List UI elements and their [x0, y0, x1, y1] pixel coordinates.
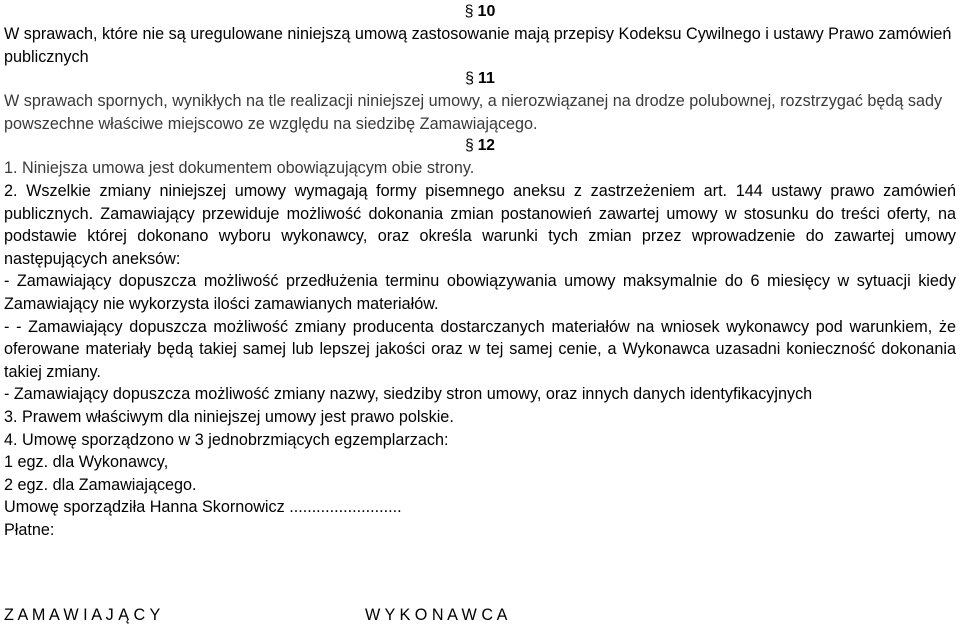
section-10-text: W sprawach, które nie są uregulowane niniejszą umową zastosowanie mają przepisy Kodeksu Cywilnego i ustawy Prawo zamówień publicznych — [4, 25, 952, 66]
section-symbol: § — [464, 3, 474, 20]
section-12-heading — [4, 135, 956, 157]
copy-ordering-party: 2 egz. dla Zamawiającego. — [4, 475, 197, 494]
copy-contractor: 1 egz. dla Wykonawcy, — [4, 453, 169, 472]
prepared-by: Umowę sporządziła Hanna Skornowicz ......................... — [4, 498, 402, 517]
paragraph-2: 2. Wszelkie zmiany niniejszej umowy wymagają formy pisemnego aneksu z zastrzeżeniem art. 144 ustawy prawo zamówień publicznych. Zamawiający przewiduje możliwość dokonania zmian postanowień zawartej umowy w stosunku do treści oferty, na podstawie której dokonano wyboru wykonawcy, oraz określa warunki tych zmian przez wprowadzenie do zawartej umowy następujących aneksów: — [4, 181, 956, 268]
section-11-text: W sprawach spornych, wynikłych na tle realizacji niniejszej umowy, a nierozwiązanej na drodze polubownej, rozstrzygać będą sady powszechne właściwe miejscowo ze względu na siedzibę Zamawiającego. — [4, 92, 943, 133]
section-11-heading — [4, 68, 956, 90]
bullet-name-change: - Zamawiający dopuszcza możliwość zmiany nazwy, siedziby stron umowy, oraz innych danych identyfikacyjnych — [4, 385, 813, 404]
section-number: 11 — [477, 70, 495, 88]
paragraph-4: 4. Umowę sporządzono w 3 jednobrzmiących egzemplarzach: — [4, 430, 449, 449]
signature-ordering-party: Z A M A W I A J Ą C Y — [4, 606, 161, 624]
section-symbol: § — [465, 137, 474, 155]
section-number: 10 — [477, 3, 496, 20]
paragraph-1: 1. Niniejsza umowa jest dokumentem obowiązującym obie strony. — [4, 159, 475, 178]
section-10-heading — [4, 1, 956, 23]
paragraph-3: 3. Prawem właściwym dla niniejszej umowy jest prawo polskie. — [4, 407, 454, 426]
section-symbol: § — [465, 70, 474, 88]
document-page — [4, 0, 956, 624]
payer-label: Płatne: — [4, 520, 55, 539]
signature-contractor: W Y K O N A W C A — [365, 606, 508, 624]
bullet-producer-change: - - Zamawiający dopuszcza możliwość zmiany producenta dostarczanych materiałów na wniosek wykonawcy pod warunkiem, że oferowane materiały będą takiej samej lub lepszej jakości oraz w tej samej cenie, a Wykonawca uzasadni konieczność dokonania takiej zmiany. — [4, 317, 956, 381]
section-number: 12 — [477, 137, 495, 155]
bullet-extension: - Zamawiający dopuszcza możliwość przedłużenia terminu obowiązywania umowy maksymalnie do 6 miesięcy w sytuacji kiedy Zamawiający nie wykorzysta ilości zamawianych materiałów. — [4, 272, 956, 313]
